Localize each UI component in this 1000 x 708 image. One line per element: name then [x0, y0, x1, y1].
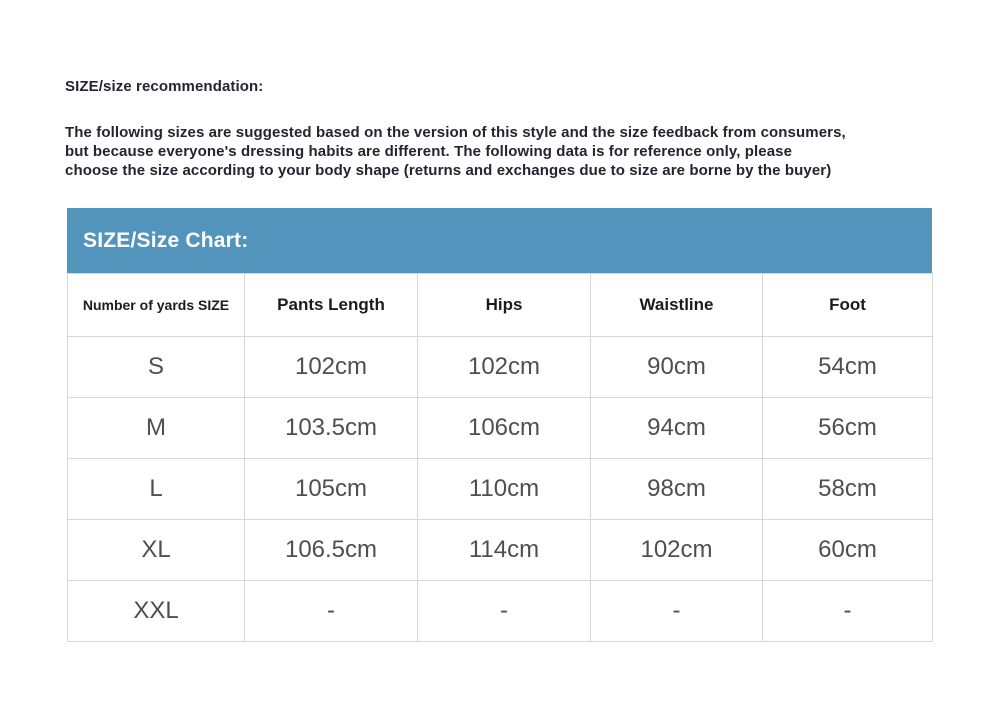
cell-hips: - — [418, 581, 591, 642]
cell-hips: 110cm — [418, 459, 591, 520]
cell-waistline: 94cm — [591, 398, 763, 459]
paragraph-line-3: choose the size according to your body shape (returns and exchanges due to size are borne by the buyer) — [65, 162, 832, 179]
table-row-xxl — [68, 581, 933, 642]
paragraph-line-2: but because everyone's dressing habits are different. The following data is for reference only, please — [65, 143, 793, 160]
cell-foot: 54cm — [763, 337, 933, 398]
cell-foot: 58cm — [763, 459, 933, 520]
table-row-m — [68, 398, 933, 459]
cell-size-label: M — [68, 398, 245, 459]
column-header-hips: Hips — [418, 274, 591, 337]
table-row-xl — [68, 520, 933, 581]
cell-pants-length: 106.5cm — [245, 520, 418, 581]
table-row-l — [68, 459, 933, 520]
cell-hips: 102cm — [418, 337, 591, 398]
size-recommendation-paragraph — [65, 123, 940, 180]
cell-pants-length: 103.5cm — [245, 398, 418, 459]
cell-waistline: 98cm — [591, 459, 763, 520]
cell-size-label: L — [68, 459, 245, 520]
intro-section — [65, 78, 940, 180]
cell-size-label: S — [68, 337, 245, 398]
table-row-s — [68, 337, 933, 398]
size-chart-title: SIZE/Size Chart: — [83, 228, 249, 252]
table-header-row — [68, 274, 933, 337]
column-header-waistline: Waistline — [591, 274, 763, 337]
size-chart-banner — [67, 208, 932, 273]
cell-waistline: 90cm — [591, 337, 763, 398]
cell-pants-length: 105cm — [245, 459, 418, 520]
cell-hips: 106cm — [418, 398, 591, 459]
cell-pants-length: - — [245, 581, 418, 642]
cell-size-label: XL — [68, 520, 245, 581]
cell-hips: 114cm — [418, 520, 591, 581]
cell-foot: 60cm — [763, 520, 933, 581]
cell-size-label: XXL — [68, 581, 245, 642]
cell-waistline: - — [591, 581, 763, 642]
cell-foot: - — [763, 581, 933, 642]
column-header-size: Number of yards SIZE — [68, 274, 245, 337]
cell-foot: 56cm — [763, 398, 933, 459]
cell-waistline: 102cm — [591, 520, 763, 581]
column-header-foot: Foot — [763, 274, 933, 337]
cell-pants-length: 102cm — [245, 337, 418, 398]
paragraph-line-1: The following sizes are suggested based on the version of this style and the size feedback from consumers, — [65, 124, 846, 141]
size-chart-table — [67, 273, 933, 642]
column-header-pants-length: Pants Length — [245, 274, 418, 337]
size-recommendation-heading: SIZE/size recommendation: — [65, 78, 264, 95]
